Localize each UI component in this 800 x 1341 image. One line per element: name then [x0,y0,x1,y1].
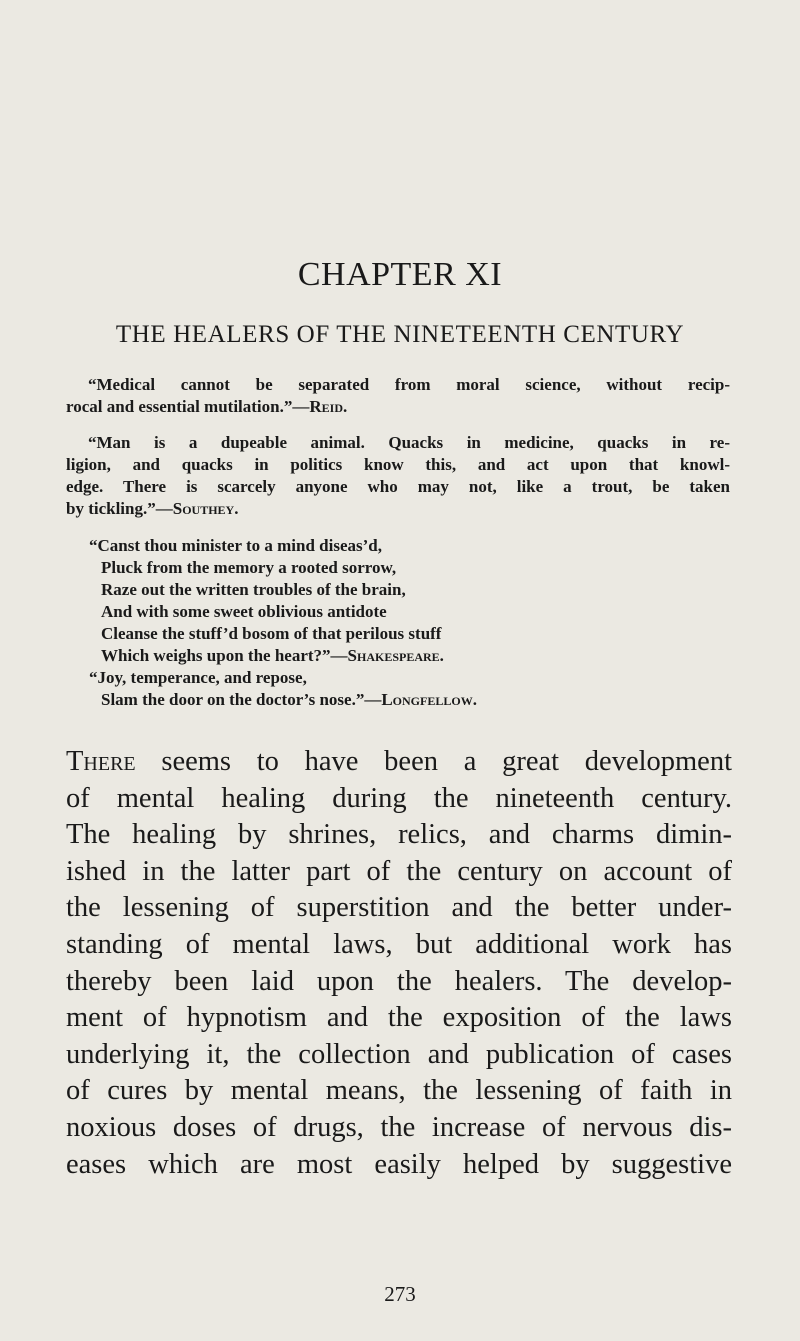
chapter-number: CHAPTER XI [297,256,503,293]
body-line: underlying it, the collection and publication of cases [66,1038,732,1070]
body-line: The healing by shrines, relics, and charms dimin- [66,819,732,851]
epigraph-author: Southey. [172,499,239,518]
body-paragraph [66,744,732,1183]
epigraph-line: by tickling.”—Southey. [66,499,239,518]
verse-line: “Joy, temperance, and repose, [89,668,307,687]
body-line: noxious doses of drugs, the increase of nervous dis- [66,1111,732,1143]
epigraph-line: rocal and essential mutilation.”—Reid. [66,397,348,416]
epigraph-author: Longfellow. [381,690,477,709]
verse-line: Pluck from the memory a rooted sorrow, [101,558,397,577]
verse-line: Cleanse the stuff’d bosom of that perilous stuff [101,624,442,643]
epigraph-line: edge. There is scarcely anyone who may not, like a trout, be taken [66,477,730,496]
epigraph-line: ligion, and quacks in politics know this, and act upon that knowl- [66,455,730,474]
body-line: standing of mental laws, but additional work has [66,928,732,960]
epigraph-longfellow [89,667,477,711]
body-line: thereby been laid upon the healers. The develop- [66,965,732,997]
chapter-title: THE HEALERS OF THE NINETEENTH CENTURY [115,321,685,348]
epigraph-line: “Man is a dupeable animal. Quacks in medicine, quacks in re- [88,433,730,452]
verse-line: “Canst thou minister to a mind diseas’d, [89,536,382,555]
body-line: of mental healing during the nineteenth century. [66,782,732,814]
body-line: of cures by mental means, the lessening of faith in [66,1075,732,1107]
body-line: ished in the latter part of the century on account of [66,855,732,887]
epigraph-southey [66,432,730,520]
body-line: ment of hypnotism and the exposition of the laws [66,1002,732,1034]
epigraph-author: Shakespeare. [347,646,444,665]
page-number: 273 [384,1282,416,1306]
body-line: the lessening of superstition and the better under- [66,892,732,924]
epigraph-reid [66,374,730,418]
lead-word: There [66,746,136,777]
verse-line: Slam the door on the doctor’s nose.”—Longfellow. [101,690,477,709]
verse-line: Raze out the written troubles of the brain, [101,580,406,599]
verse-line: Which weighs upon the heart?”—Shakespeare. [101,646,444,665]
epigraph-line: “Medical cannot be separated from moral science, without recip- [88,375,730,394]
epigraph-author: Reid. [309,397,348,416]
epigraph-shakespeare [89,535,444,667]
body-line: eases which are most easily helped by suggestive [66,1148,732,1180]
body-line: There seems to have been a great development [66,746,732,777]
verse-line: And with some sweet oblivious antidote [101,602,387,621]
